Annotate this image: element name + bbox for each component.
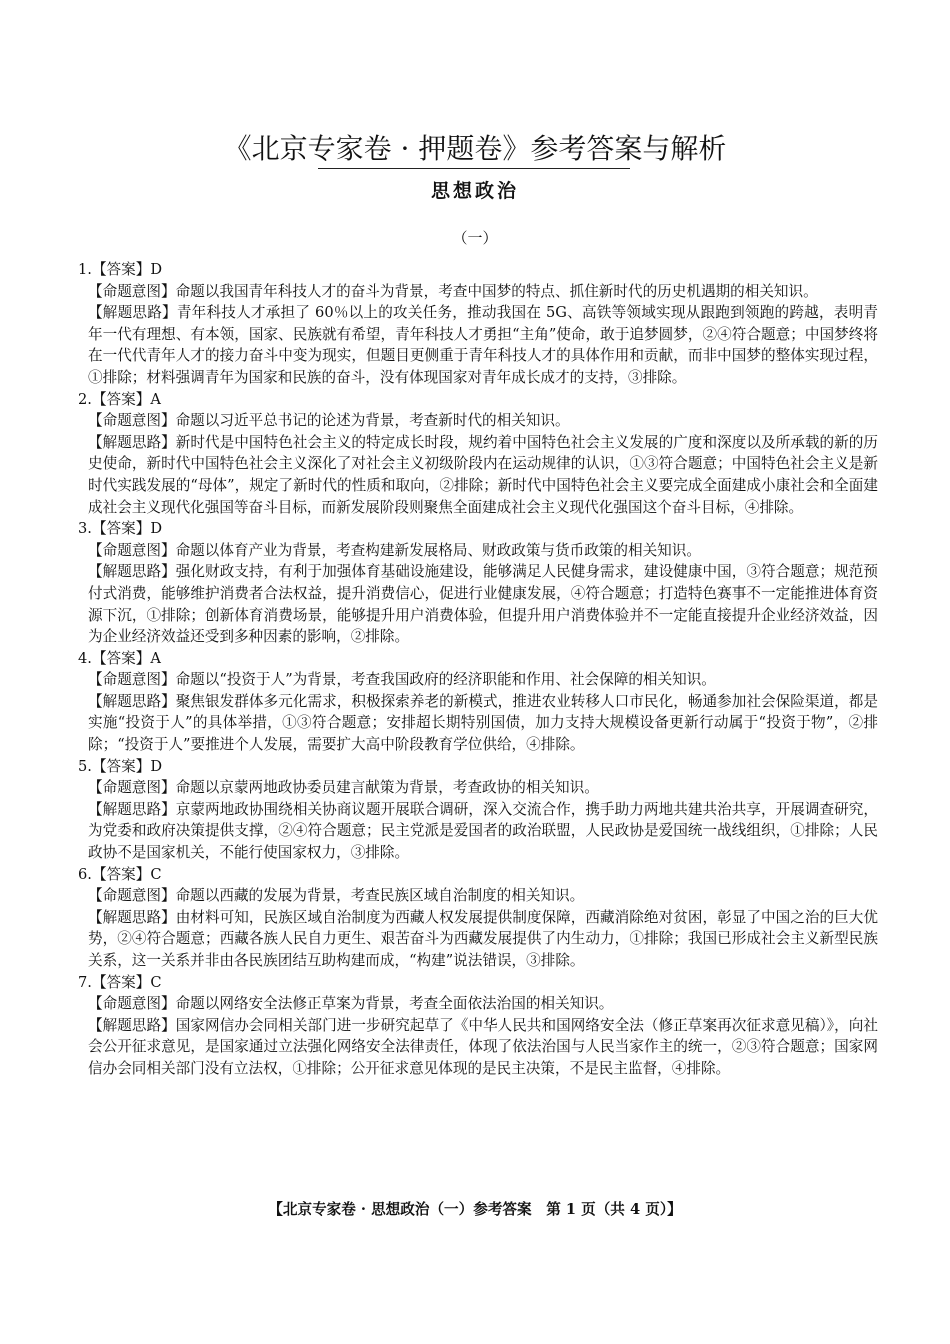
intent-paragraph [78,410,878,432]
thinking-label: 【解题思路】 [88,563,176,581]
intent-text: 命题以习近平总书记的论述为背景，考查新时代的相关知识。 [175,412,570,430]
thinking-text: 国家网信办会同相关部门进一步研究起草了《中华人民共和国网络安全法（修正草案再次征求意见稿）》，向社会公开征求意见，是国家通过立法强化网络安全法律责任，体现了依法治国与人民当家作主的统一，②③符合题意；国家网信办会同相关部门没有立法权，①排除；公开征求意见体现的是民主决策，不是民主监督，④排除。 [88,1016,878,1077]
section-number: （一） [452,229,498,247]
thinking-paragraph [78,432,878,518]
answer-value: D [150,520,163,538]
intent-label: 【命题意图】 [88,412,176,430]
thinking-text: 青年科技人才承担了 60％以上的攻关任务，推动我国在 5G、高铁等领域实现从跟跑到领跑的跨越，表明青年一代有理想、有本领，国家、民族就有希望，青年科技人才勇担“主角”使命，敢于追梦圆梦，②④符合题意；中国梦终将在一代代青年人才的接力奋斗中变为现实，但题目更侧重于青年科技人才的具体作用和贡献，而非中国梦的整体实现过程，①排除；材料强调青年为国家和民族的奋斗，没有体现国家对青年成长成才的支持，③排除。 [88,304,878,386]
answer-value: D [150,757,163,775]
thinking-label: 【解题思路】 [88,304,177,322]
answer-label: 【答案】 [91,261,151,278]
question-block [78,972,878,1080]
intent-text: 命题以京蒙两地政协委员建言献策为背景，考查政协的相关知识。 [175,779,599,797]
answer-line [78,389,878,411]
answer-line [78,972,878,994]
answer-line [78,518,878,540]
answer-label: 【答案】 [91,390,151,408]
answer-value: A [150,649,161,667]
question-block [78,756,878,864]
question-block [78,864,878,972]
intent-label: 【命题意图】 [88,995,176,1013]
title-underline [318,168,630,169]
question-number: 1. [78,261,92,278]
question-number: 5. [78,757,92,775]
thinking-paragraph [78,302,878,388]
intent-text: 命题以体育产业为背景，考查构建新发展格局、财政政策与货币政策的相关知识。 [175,541,701,559]
intent-text: 命题以西藏的发展为背景，考查民族区域自治制度的相关知识。 [175,887,585,905]
answer-label: 【答案】 [91,973,151,991]
thinking-paragraph [78,1015,878,1080]
thinking-label: 【解题思路】 [88,433,176,451]
question-number: 4. [78,649,92,667]
intent-text: 命题以网络安全法修正草案为背景，考查全面依法治国的相关知识。 [175,995,614,1013]
intent-paragraph [78,540,878,562]
question-block [78,648,878,756]
thinking-paragraph [78,907,878,972]
thinking-text: 聚焦银发群体多元化需求，积极探索养老的新模式，推进农业转移人口市民化，畅通参加社会保险渠道，都是实施“投资于人”的具体举措，①③符合题意；安排超长期特别国债，加力支持大规模设备更新行动属于“投资于物”，②排除；“投资于人”要推进个人发展，需要扩大高中阶段教育学位供给，④排除。 [88,692,878,754]
question-number: 2. [78,390,92,408]
answer-value: A [150,390,161,408]
intent-label: 【命题意图】 [88,541,176,559]
answer-label: 【答案】 [91,757,151,775]
answer-line [78,259,878,281]
intent-paragraph [78,281,878,303]
thinking-paragraph [78,561,878,647]
thinking-paragraph [78,799,878,864]
answer-value: C [150,865,162,883]
answer-value: D [150,261,163,278]
subject-heading: 思想政治 [430,180,519,202]
thinking-label: 【解题思路】 [88,1016,176,1034]
intent-label: 【命题意图】 [88,779,176,797]
answer-label: 【答案】 [91,520,151,538]
thinking-text: 由材料可知，民族区域自治制度为西藏人权发展提供制度保障，西藏消除绝对贫困，彰显了中国之治的巨大优势，②④符合题意；西藏各族人民自力更生、艰苦奋斗为西藏发展提供了内生动力，①排除；我国已形成社会主义新型民族关系，这一关系并非由各民族团结互助构建而成，“构建”说法错误，③排除。 [88,908,878,969]
thinking-paragraph [78,691,878,756]
question-block [78,389,878,519]
thinking-text: 强化财政支持，有利于加强体育基础设施建设，能够满足人民健身需求，建设健康中国，③符合题意；规范预付式消费，能够维护消费者合法权益，提升消费信心，促进行业健康发展，④符合题意；打造特色赛事不一定能推进体育资源下沉，①排除；创新体育消费场景，能够提升用户消费体验，但提升用户消费体验并不一定能直接提升企业经济效益，因为企业经济效益还受到多种因素的影响，②排除。 [88,563,878,646]
intent-text: 命题以“投资于人”为背景，考查我国政府的经济职能和作用、社会保障的相关知识。 [175,671,716,689]
answer-label: 【答案】 [91,649,151,667]
intent-paragraph [78,669,878,691]
answer-list [78,259,878,1080]
question-number: 3. [78,520,92,538]
thinking-text: 京蒙两地政协围绕相关协商议题开展联合调研，深入交流合作，携手助力两地共建共治共享，开展调查研究，为党委和政府决策提供支撑，②④符合题意；民主党派是爱国者的政治联盟，人民政协是爱国统一战线组织，①排除；人民政协不是国家机关，不能行使国家权力，③排除。 [88,800,878,862]
thinking-label: 【解题思路】 [88,800,176,818]
answer-line [78,648,878,670]
answer-line [78,756,878,778]
answer-line [78,864,878,886]
question-number: 6. [78,865,92,883]
intent-paragraph [78,993,878,1015]
page-footer: 【北京专家卷 · 思想政治（一）参考答案 第 1 页（共 4 页）】 [268,1201,682,1218]
question-block [78,518,878,648]
intent-paragraph [78,885,878,907]
intent-label: 【命题意图】 [88,671,176,689]
question-block [78,259,878,389]
thinking-label: 【解题思路】 [88,908,176,926]
thinking-label: 【解题思路】 [88,692,176,710]
intent-text: 命题以我国青年科技人才的奋斗为背景，考查中国梦的特点、抓住新时代的历史机遇期的相关知识。 [175,282,818,300]
intent-paragraph [78,777,878,799]
answer-label: 【答案】 [91,865,151,883]
question-number: 7. [78,973,92,991]
answer-value: C [150,973,162,991]
intent-label: 【命题意图】 [88,282,176,300]
document-title: 《北京专家卷 · 押题卷》参考答案与解析 [223,132,727,165]
intent-label: 【命题意图】 [88,887,176,905]
thinking-text: 新时代是中国特色社会主义的特定成长时段，规约着中国特色社会主义发展的广度和深度以及所承载的新的历史使命，新时代中国特色社会主义深化了对社会主义初级阶段内在运动规律的认识，①③符合题意；中国特色社会主义是新时代实践发展的“母体”，规定了新时代的性质和取向，②排除；新时代中国特色社会主义要完成全面建成小康社会和全面建成社会主义现代化强国等奋斗目标，而新发展阶段则聚焦全面建成社会主义现代化强国这个奋斗目标，④排除。 [88,433,878,516]
